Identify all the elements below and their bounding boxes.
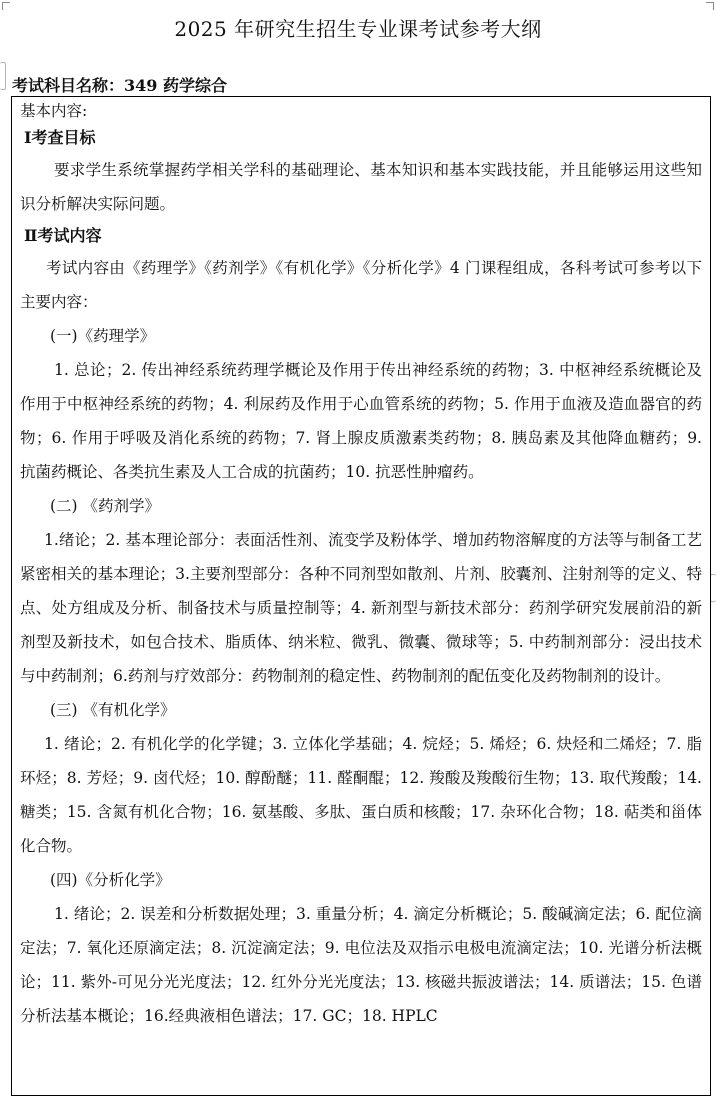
subject-content-pharmaceutics: 1.绪论；2. 基本理论部分：表面活性剂、流变学及粉体学、增加药物溶解度的方法等与制备工艺紧密相关的基本理论；3.主要剂型部分：各种不同剂型如散剂、片剂、胶囊剂、注射剂等的定义、特点、处方组成及分析、制备技术与质量控制等；4. 新剂型与新技术部分：药剂学研究发展前沿的新剂型及新技术，如包合技术、脂质体、纳米粒、微乳、微囊、微球等；5. 中药制剂部分：浸出技术与中药制剂；6.药剂与疗效部分：药物制剂的稳定性、药物制剂的配伍变化及药物制剂的设计。: [20, 531, 702, 685]
subject-heading-organic-chemistry: (三) 《有机化学》: [50, 701, 176, 719]
section-heading-exam-content: Ⅱ考试内容: [24, 226, 102, 245]
subject-content-analytical-chemistry: 1. 绪论；2. 误差和分析数据处理；3. 重量分析；4. 滴定分析概论；5. 酸碱滴定法；6. 配位滴定法；7. 氧化还原滴定法；8. 沉淀滴定法；9. 电位法及双指示电极电流滴定法；10. 光谱分析法概论；11. 紫外-可见分光光度法；12. 红外分光光度法；13. 核磁共振波谱法；14. 质谱法；15. 色谱分析法基本概论；16.经典液相色谱法；17. GC；18. HPLC: [20, 905, 702, 1025]
document-title: 2025 年研究生招生专业课考试参考大纲: [174, 17, 542, 41]
section-heading-objectives: Ⅰ考查目标: [24, 128, 96, 147]
subject-content-organic-chemistry: 1. 绪论；2. 有机化学的化学键；3. 立体化学基础；4. 烷烃；5. 烯烃；6. 炔烃和二烯烃；7. 脂环烃；8. 芳烃；9. 卤代烃；10. 醇酚醚；11. 醛酮醌；12. 羧酸及羧酸衍生物；13. 取代羧酸；14. 糖类；15. 含氮有机化合物；16. 氨基酸、多肽、蛋白质和核酸；17. 杂环化合物；18. 萜类和甾体化合物。: [20, 735, 702, 855]
subject-heading-analytical-chemistry: (四)《分析化学》: [50, 871, 171, 889]
subject-heading-pharmacology: (一)《药理学》: [50, 327, 156, 345]
subject-content-pharmacology: 1. 总论；2. 传出神经系统药理学概论及作用于传出神经系统的药物；3. 中枢神经系统概论及作用于中枢神经系统的药物；4. 利尿药及作用于心血管系统的药物；5. 作用于血液及造血器官的药物；6. 作用于呼吸及消化系统的药物；7. 肾上腺皮质激素类药物；8. 胰岛素及其他降血糖药；9. 抗菌药概论、各类抗生素及人工合成的抗菌药；10. 抗恶性肿瘤药。: [20, 361, 702, 481]
objectives-paragraph: 要求学生系统掌握药学相关学科的基础理论、基本知识和基本实践技能，并且能够运用这些知识分析解决实际问题。: [20, 161, 702, 213]
outline-content-box: [11, 96, 711, 1096]
subject-heading-pharmaceutics: (二) 《药剂学》: [50, 497, 161, 515]
exam-content-intro: 考试内容由《药理学》《药剂学》《有机化学》《分析化学》4 门课程组成，各科考试可参考以下主要内容：: [20, 259, 702, 311]
page-edge-handle-left: [0, 62, 6, 90]
exam-subject-name: 考试科目名称：349 药学综合: [12, 76, 227, 95]
page-corner-mark-top-left: [2, 2, 10, 10]
basic-content-label: 基本内容:: [20, 102, 88, 120]
page-corner-mark-top-right: [706, 2, 714, 10]
